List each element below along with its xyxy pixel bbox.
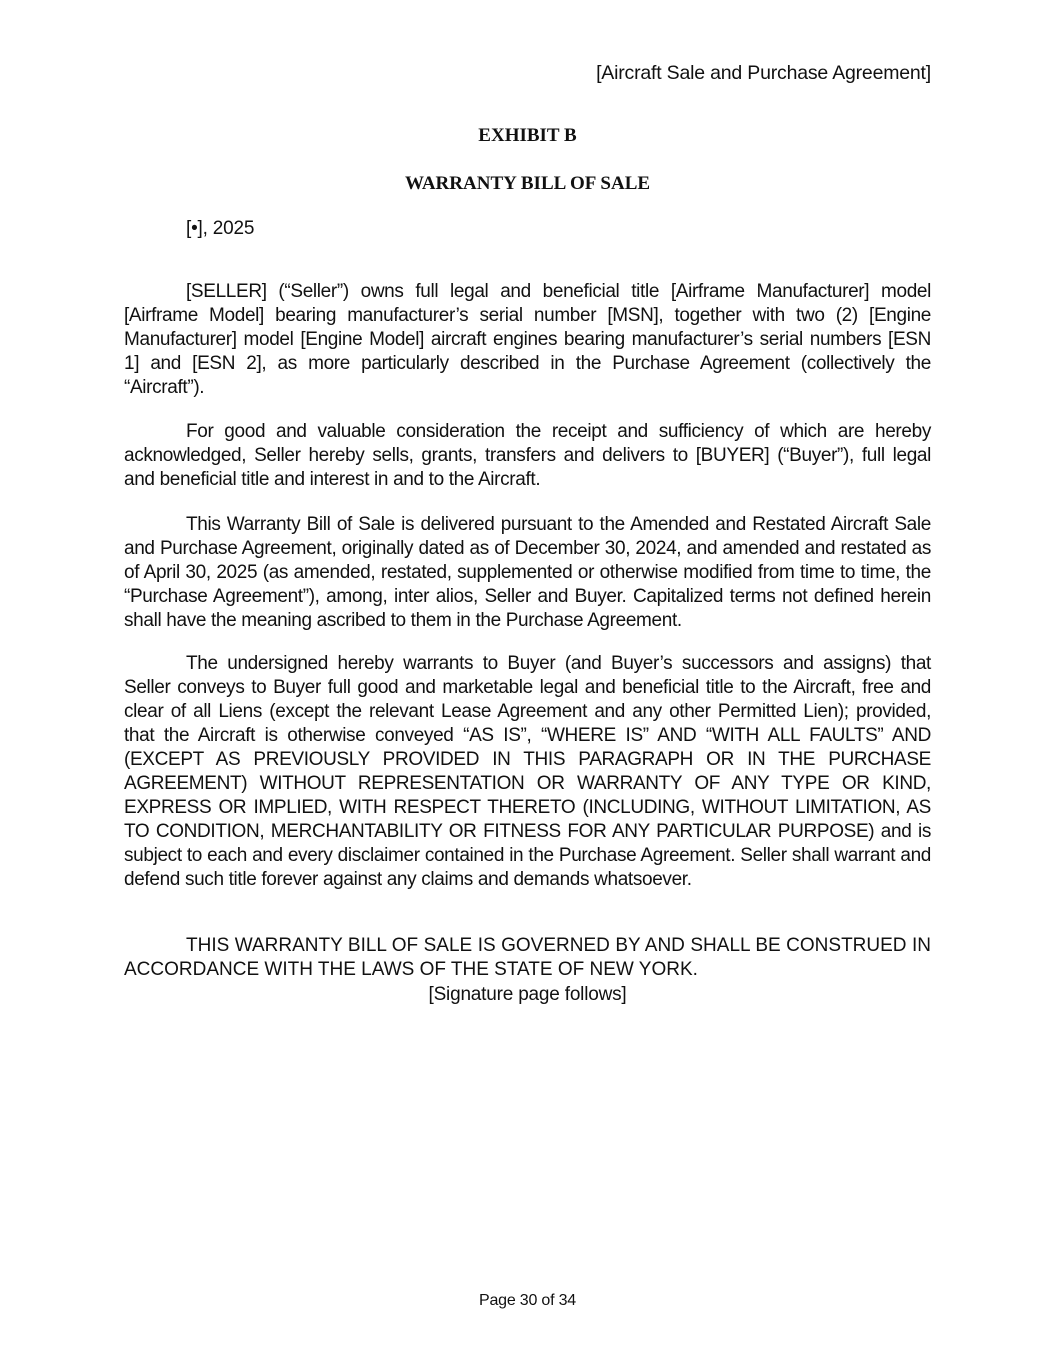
purchase-agreement-paragraph: This Warranty Bill of Sale is delivered pursuant to the Amended and Restated Aircraft Sale and Purchase Agreement, originally dated as of December 30, 2024, and amended and restated as of April 30, 2025 (as amended, restated, supplemented or otherwise modified from time to time, the “Purchase Agreement”), among, inter alios, Seller and Buyer. Capitalized terms not defined herein shall have the meaning ascribed to them in the Purchase Agreement. xyxy=(124,514,931,631)
document-title: WARRANTY BILL OF SALE xyxy=(404,173,651,194)
agreement-header: [Aircraft Sale and Purchase Agreement] xyxy=(596,62,931,84)
ownership-paragraph: [SELLER] (“Seller”) owns full legal and beneficial title [Airframe Manufacturer] model [Airframe Model] bearing manufacturer’s serial number [MSN], together with two (2) [Engine Manufacturer] model [Engine Model] aircraft engines bearing manufacturer’s serial numbers [ESN 1] and [ESN 2], as more particularly described in the Purchase Agreement (collectively the “Aircraft”). xyxy=(124,281,931,398)
conveyance-paragraph: For good and valuable consideration the receipt and sufficiency of which are hereby acknowledged, Seller hereby sells, grants, transfers and delivers to [BUYER] (“Buyer”), full legal and beneficial title and interest in and to the Aircraft. xyxy=(124,421,931,490)
document-date: [•], 2025 xyxy=(186,218,255,239)
page-number: Page 30 of 34 xyxy=(478,1292,577,1309)
governing-law-paragraph: THIS WARRANTY BILL OF SALE IS GOVERNED BY AND SHALL BE CONSTRUED IN ACCORDANCE WITH THE LAWS OF THE STATE OF NEW YORK. xyxy=(124,935,931,980)
exhibit-label: EXHIBIT B xyxy=(478,125,577,146)
warranty-paragraph: The undersigned hereby warrants to Buyer (and Buyer’s successors and assigns) that Seller conveys to Buyer full good and marketable legal and beneficial title to the Aircraft, free and clear of all Liens (except the relevant Lease Agreement and any other Permitted Lien); provided, that the Aircraft is otherwise conveyed “AS IS”, “WHERE IS” AND “WITH ALL FAULTS” AND (EXCEPT AS PREVIOUSLY PROVIDED IN THIS PARAGRAPH OR IN THE PURCHASE AGREEMENT) WITHOUT REPRESENTATION OR WARRANTY OF ANY TYPE OR KIND, EXPRESS OR IMPLIED, WITH RESPECT THERETO (INCLUDING, WITHOUT LIMITATION, AS TO CONDITION, MERCHANTABILITY OR FITNESS FOR ANY PARTICULAR PURPOSE) and is subject to each and every disclaimer contained in the Purchase Agreement. Seller shall warrant and defend such title forever against any claims and demands whatsoever. xyxy=(124,653,931,890)
signature-note: [Signature page follows] xyxy=(428,984,627,1005)
